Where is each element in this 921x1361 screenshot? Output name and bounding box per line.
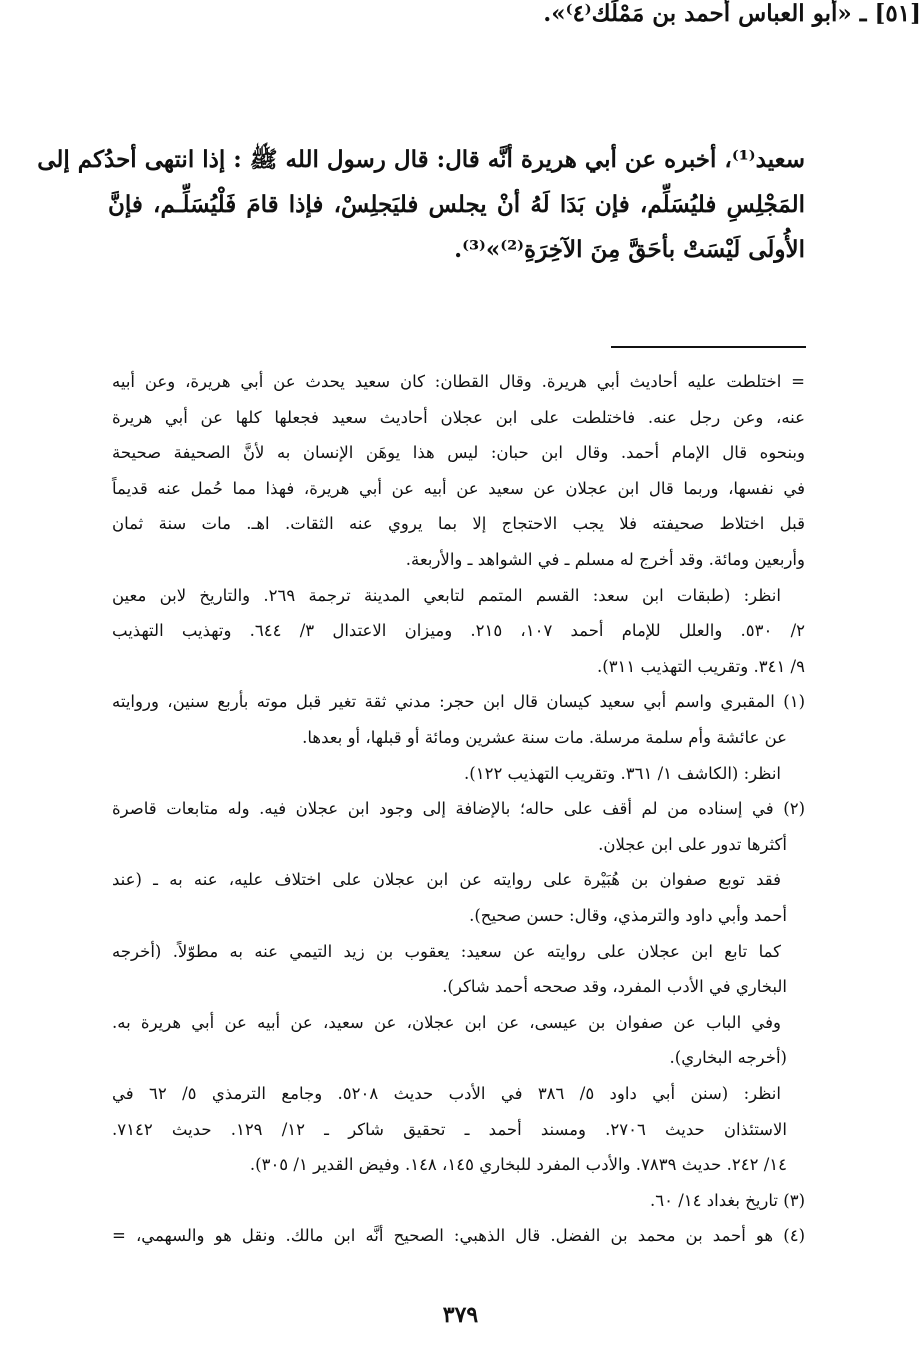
footnote-line: وأربعين ومائة. وقد أخرج له مسلم ـ في الشواهد ـ والأربعة. <box>405 550 805 569</box>
footnote-line: وبنحوه قال الإمام أحمد. وقال ابن حبان: ليس هذا يوهَن الإنسان به لأنَّ الصحيفة صحيحة <box>112 443 805 463</box>
footnote-line: أكثرها تدور على ابن عجلان. <box>598 834 787 854</box>
footnote-line: انظر: (طبقات ابن سعد: القسم المتمم لتابعي المدينة ترجمة ٢٦٩. والتاريخ لابن معين <box>112 585 781 605</box>
footnote-line: ٢/ ٥٣٠. والعلل للإمام أحمد ١٠٧، ٢١٥. وميزان الاعتدال ٣/ ٦٤٤. وتهذيب التهذيب <box>112 621 806 641</box>
footnote-line: = اختلطت عليه أحاديث أبي هريرة. وقال القطان: كان سعيد يحدث عن أبي هريرة، وعن أبيه <box>112 372 805 391</box>
footnote-line: في نفسها، وربما قال ابن عجلان عن سعيد عن أبيه عن أبي هريرة، فهذا مما حُمل عنه قديماً <box>112 478 805 498</box>
footnote-line: عن عائشة وأم سلمة مرسلة. مات سنة عشرين ومائة أو قبلها، أو بعدها. <box>302 728 787 747</box>
entry-heading: [٥١] ـ «أبو العباس أحمد بن مَمْلَك⁽٤⁾». <box>543 0 921 27</box>
footnote-line: قبل اختلاط صحيفته فلا يجب الاحتجاج إلا بما يروي عنه الثقات. اهـ. مات سنة ثمان <box>112 514 805 534</box>
footnote-line: عنه، وعن رجل عنه. فاختلطت على ابن عجلان أحاديث سعيد فجعلها كلها عن أبي هريرة <box>112 407 805 427</box>
main-text-line: سعيد⁽¹⁾، أخبره عن أبي هريرة أنَّه قال: قال رسول الله ﷺ : إذا انتهى أحدُكم إلى <box>37 146 805 173</box>
main-text-line: الأُولَى لَيْسَتْ بأحَقَّ مِنَ الآخِرَةِ⁽²⁾»⁽³⁾. <box>454 236 805 263</box>
footnote-separator <box>611 346 806 348</box>
footnote-line: (٣) تاريخ بغداد ١٤/ ٦٠. <box>650 1190 805 1210</box>
footnote-line: (٤) هو أحمد بن محمد بن الفضل. قال الذهبي: الصحيح أنَّه ابن مالك. ونقل هو والسهمي، = <box>112 1226 805 1246</box>
footnote-line: انظر: (الكاشف ١/ ٣٦١. وتقريب التهذيب ١٢٢). <box>464 763 781 783</box>
footnote-line: البخاري في الأدب المفرد، وقد صححه أحمد شاكر). <box>442 977 787 997</box>
footnote-line: فقد توبع صفوان بن هُبَيْرة على روايته عن ابن عجلان على اختلاف عليه، عنه به ـ (عند <box>112 870 781 890</box>
footnote-line: كما تابع ابن عجلان على روايته عن سعيد: يعقوب بن زيد التيمي عنه به مطوّلاً. (أخرجه <box>112 941 781 961</box>
footnote-line: (أخرجه البخاري). <box>669 1048 787 1068</box>
footnote-line: وفي الباب عن صفوان بن عيسى، عن ابن عجلان، عن سعيد، عن أبيه عن أبي هريرة به. <box>112 1012 781 1032</box>
footnote-line: انظر: (سنن أبي داود ٥/ ٣٨٦ في الأدب حديث ٥٢٠٨. وجامع الترمذي ٥/ ٦٢ في <box>112 1084 781 1103</box>
footnote-line: أحمد وأبي داود والترمذي، وقال: حسن صحيح). <box>469 906 787 925</box>
footnote-line: (٢) في إسناده من لم أقف على حاله؛ بالإضافة إلى وجود ابن عجلان فيه. وله متابعات قاصرة <box>112 799 805 819</box>
footnote-line: (١) المقبري واسم أبي سعيد كيسان قال ابن حجر: مدني ثقة تغير قبل موته بأربع سنين، وروايته <box>112 692 805 712</box>
footnote-line: ١٤/ ٢٤٢. حديث ٧٨٣٩. والأدب المفرد للبخاري ١٤٥، ١٤٨. وفيض القدير ١/ ٣٠٥). <box>249 1155 787 1175</box>
main-text-line: المَجْلِسِ فليُسَلِّم، فإن بَدَا لَهُ أنْ يجلس فليَجلِسْ، فإذا قامَ فَلْيُسَلِّـم، فإنَّ <box>108 191 805 218</box>
footnote-line: ٩/ ٣٤١. وتقريب التهذيب ٣١١). <box>597 656 805 676</box>
footnote-line: الاستئذان حديث ٢٧٠٦. ومسند أحمد ـ تحقيق شاكر ـ ١٢/ ١٢٩. حديث ٧١٤٢. <box>112 1119 787 1139</box>
page-number: ٣٧٩ <box>442 1302 479 1328</box>
